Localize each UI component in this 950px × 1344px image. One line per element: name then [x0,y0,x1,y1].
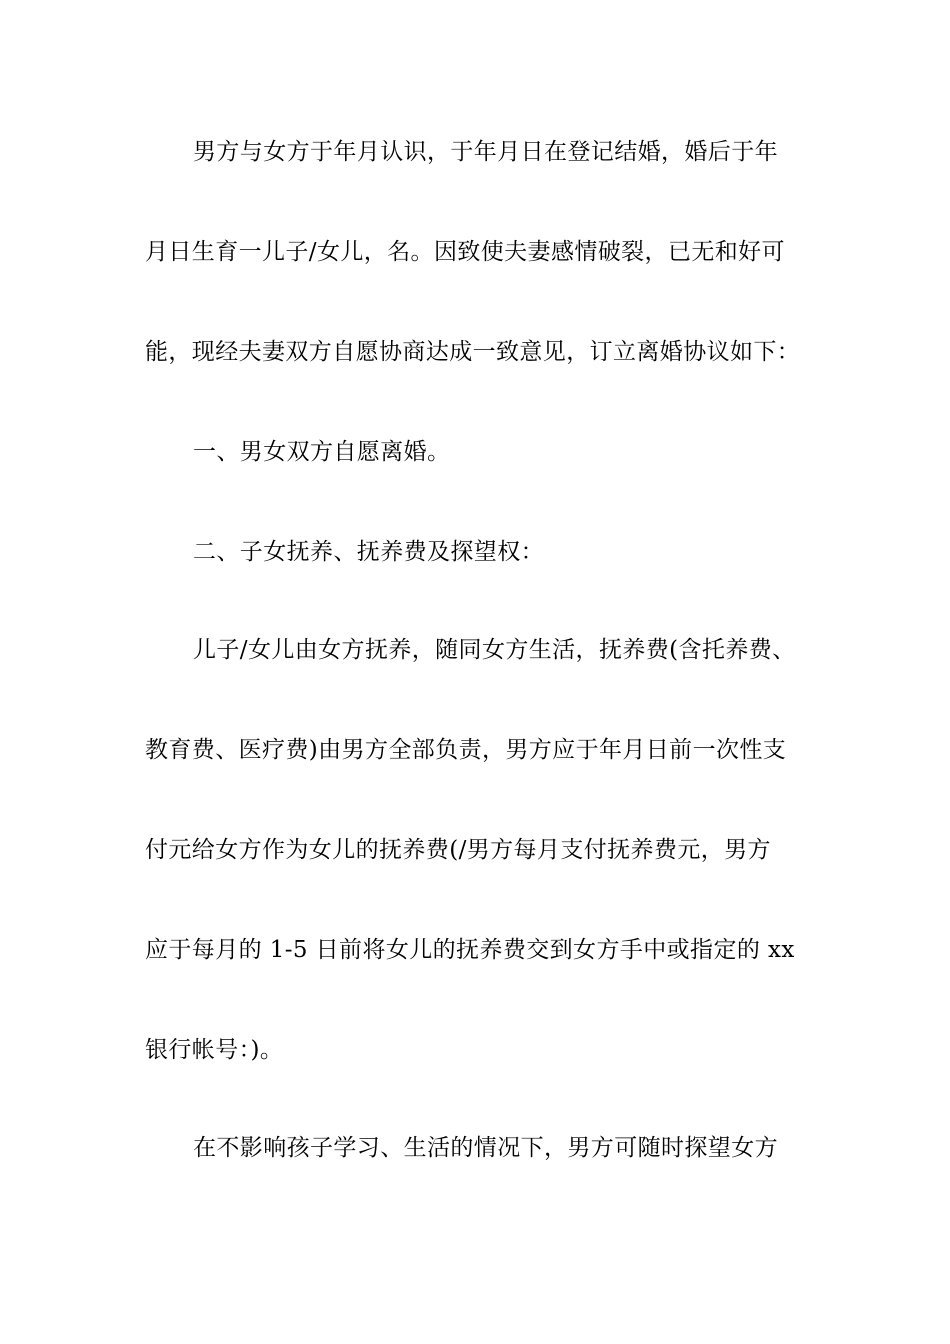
paragraph-line: 能，现经夫妻双方自愿协商达成一致意见，订立离婚协议如下： [145,339,801,365]
paragraph-line: 男方与女方于年月认识，于年月日在登记结婚，婚后于年 [193,139,778,165]
paragraph-line: 教育费、医疗费)由男方全部负责，男方应于年月日前一次性支 [145,737,787,763]
paragraph-line: 付元给女方作为女儿的抚养费(/男方每月支付抚养费元，男方 [145,837,771,863]
section-heading: 一、男女双方自愿离婚。 [193,439,451,465]
paragraph-line: 在不影响孩子学习、生活的情况下，男方可随时探望女方 [193,1135,778,1161]
section-heading: 二、子女抚养、抚养费及探望权： [193,539,544,565]
paragraph-line: 应于每月的 1-5 日前将女儿的抚养费交到女方手中或指定的 xx [145,937,795,963]
paragraph-line: 儿子/女儿由女方抚养，随同女方生活，抚养费(含托养费、 [193,637,796,663]
paragraph-line: 月日生育一儿子/女儿，名。因致使夫妻感情破裂，已无和好可 [145,239,785,265]
paragraph-line: 银行帐号：)。 [145,1037,284,1063]
